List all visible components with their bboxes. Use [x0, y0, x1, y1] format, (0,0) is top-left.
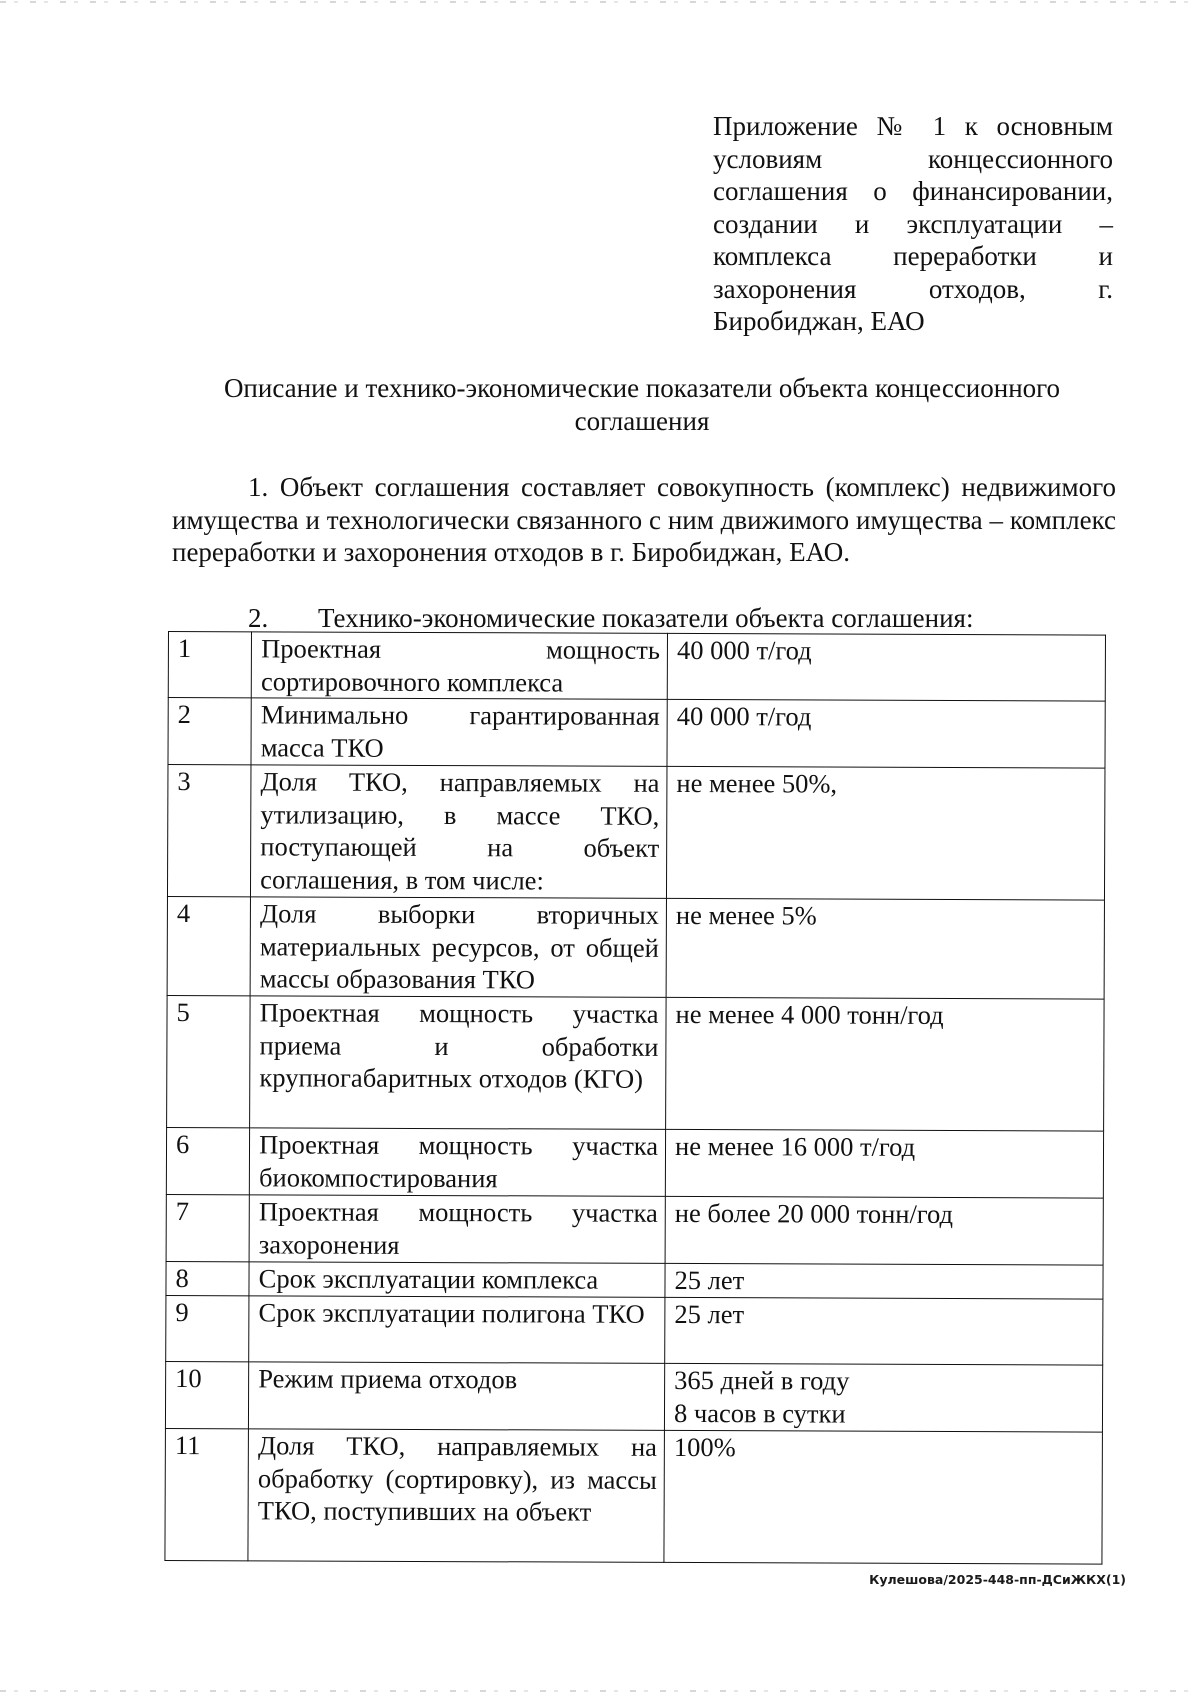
table-row — [165, 1361, 1102, 1432]
table-row — [167, 896, 1104, 999]
table-row — [166, 1127, 1103, 1198]
row-number: 7 — [166, 1194, 249, 1261]
row-number: 3 — [167, 765, 251, 897]
indicator-name: Режим приема отходов — [249, 1362, 665, 1431]
indicator-value: не менее 16 000 т/год — [665, 1129, 1103, 1198]
row-number: 2 — [168, 698, 251, 765]
scan-edge-top — [0, 1, 1200, 3]
document-code-footer: Кулешова/2025-448-пп-ДСиЖКХ(1) — [869, 1572, 1126, 1587]
indicator-value: не менее 50%, — [667, 766, 1105, 900]
indicator-value: не менее 4 000 тонн/год — [666, 997, 1104, 1131]
row-number: 5 — [167, 995, 251, 1127]
row-number: 11 — [165, 1428, 249, 1560]
row-number: 1 — [168, 632, 251, 698]
indicator-value-line-1: 365 дней в году — [674, 1364, 850, 1396]
table-row — [167, 995, 1104, 1131]
table-row — [168, 632, 1105, 702]
document-title: Описание и технико-экономические показатели объекта концессионного соглашения — [223, 373, 1061, 436]
row-number: 4 — [167, 896, 251, 995]
indicator-value: 40 000 т/год — [667, 633, 1105, 701]
indicator-name: Доля ТКО, направляемых на обработку (сортировку), из массы ТКО, поступивших на объект — [248, 1429, 664, 1563]
table-row — [165, 1428, 1102, 1564]
paragraph-2-text: Технико-экономические показатели объекта соглашения: — [318, 603, 974, 633]
table-row — [166, 1194, 1103, 1265]
scan-edge-bottom — [0, 1690, 1200, 1692]
indicator-name: Доля ТКО, направляемых на утилизацию, в массе ТКО, поступающей на объект соглашения, в том числе: — [251, 765, 667, 899]
indicators-table — [164, 631, 1106, 1565]
indicator-name: Проектная мощность участка приема и обработки крупногабаритных отходов (КГО) — [250, 996, 666, 1130]
indicator-name: Доля выборки вторичных материальных ресурсов, от общей массы образования ТКО — [250, 897, 666, 998]
row-number: 10 — [165, 1361, 248, 1428]
table-row — [168, 698, 1105, 769]
indicator-value: 25 лет — [665, 1263, 1103, 1299]
indicator-value: 40 000 т/год — [667, 699, 1105, 768]
indicator-value: 100% — [664, 1430, 1102, 1564]
paragraph-1: 1. Объект соглашения составляет совокупность (комплекс) недвижимого имущества и технологически связанного с ним движимого имущества – комплекс переработки и захоронения отходов в г. Биробиджан, ЕАО. — [172, 472, 1116, 567]
indicator-name: Проектная мощность сортировочного комплекса — [251, 632, 667, 700]
paragraph-2 — [248, 602, 1128, 634]
indicator-name: Срок эксплуатации комплекса — [249, 1262, 665, 1298]
table-row — [166, 1295, 1103, 1365]
indicator-name: Проектная мощность участка биокомпостирования — [250, 1128, 666, 1197]
indicator-name: Минимально гарантированная масса ТКО — [251, 698, 667, 767]
row-number: 6 — [166, 1127, 249, 1194]
paragraph-2-number: 2. — [248, 603, 269, 633]
indicator-name: Проектная мощность участка захоронения — [249, 1195, 665, 1264]
indicator-name: Срок эксплуатации полигона ТКО — [249, 1296, 665, 1364]
indicator-value: 25 лет — [665, 1297, 1103, 1365]
row-number: 9 — [166, 1295, 249, 1361]
indicator-value: не более 20 000 тонн/год — [665, 1196, 1103, 1265]
table-row — [166, 1261, 1103, 1299]
indicator-value — [664, 1363, 1102, 1432]
indicator-value-line-2: 8 часов в сутки — [673, 1397, 846, 1429]
row-number: 8 — [166, 1261, 249, 1295]
table-row — [167, 765, 1104, 901]
appendix-header: Приложение № 1 к основным условиям концессионного соглашения о финансировании, создании и эксплуатации – комплекса переработки и захоронения отходов, г. Биробиджан, ЕАО — [713, 111, 1113, 336]
indicator-value: не менее 5% — [666, 898, 1104, 999]
